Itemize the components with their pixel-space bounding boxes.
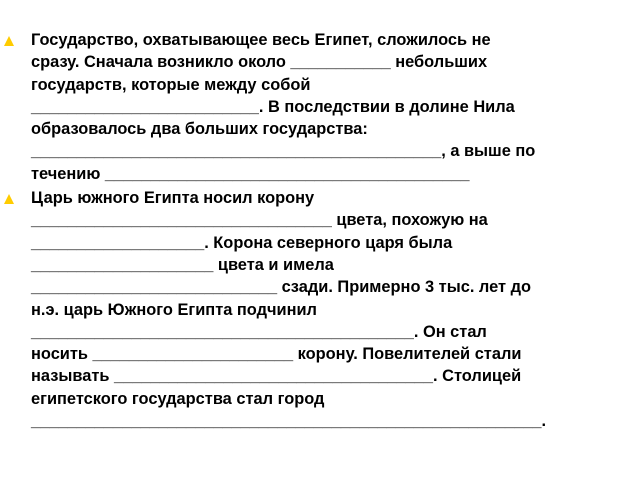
text-line: ____________________ цвета и имела [31, 255, 334, 274]
text-line: Царь южного Египта носил корону [31, 189, 315, 208]
text-line: ________________________________________________________. [31, 412, 547, 431]
text-line: _________________________. В последствии в долине Нила [31, 97, 515, 116]
text-line: называть ___________________________________. Столицей [31, 367, 522, 386]
text-line: носить ______________________ корону. Повелителей стали [31, 345, 522, 364]
bullet-list [0, 29, 640, 434]
bullet-text [31, 187, 634, 432]
text-line: государств, которые между собой [31, 75, 311, 94]
bullet-text [31, 29, 634, 185]
text-line: египетского государства стал город [31, 389, 325, 408]
text-line: ___________________. Корона северного царя была [31, 233, 453, 252]
text-line: __________________________________________. Он стал [31, 322, 487, 341]
text-line: ___________________________ сзади. Примерно 3 тыс. лет до [31, 278, 532, 297]
bullet-item-egypt-formation [0, 29, 640, 185]
bullet-item-king-crown [0, 187, 640, 432]
triangle-bullet-icon [4, 194, 14, 204]
text-line: _________________________________ цвета, похожую на [31, 211, 488, 230]
text-line: н.э. царь Южного Египта подчинил [31, 300, 317, 319]
text-line: _____________________________________________, а выше по [31, 142, 536, 161]
text-line: течению ________________________________________ [31, 164, 470, 183]
text-line: образовалось два больших государства: [31, 120, 368, 139]
triangle-bullet-icon [4, 36, 14, 46]
text-line: Государство, охватывающее весь Египет, сложилось не [31, 31, 491, 49]
text-line: сразу. Сначала возникло около ___________ небольших [31, 53, 488, 72]
